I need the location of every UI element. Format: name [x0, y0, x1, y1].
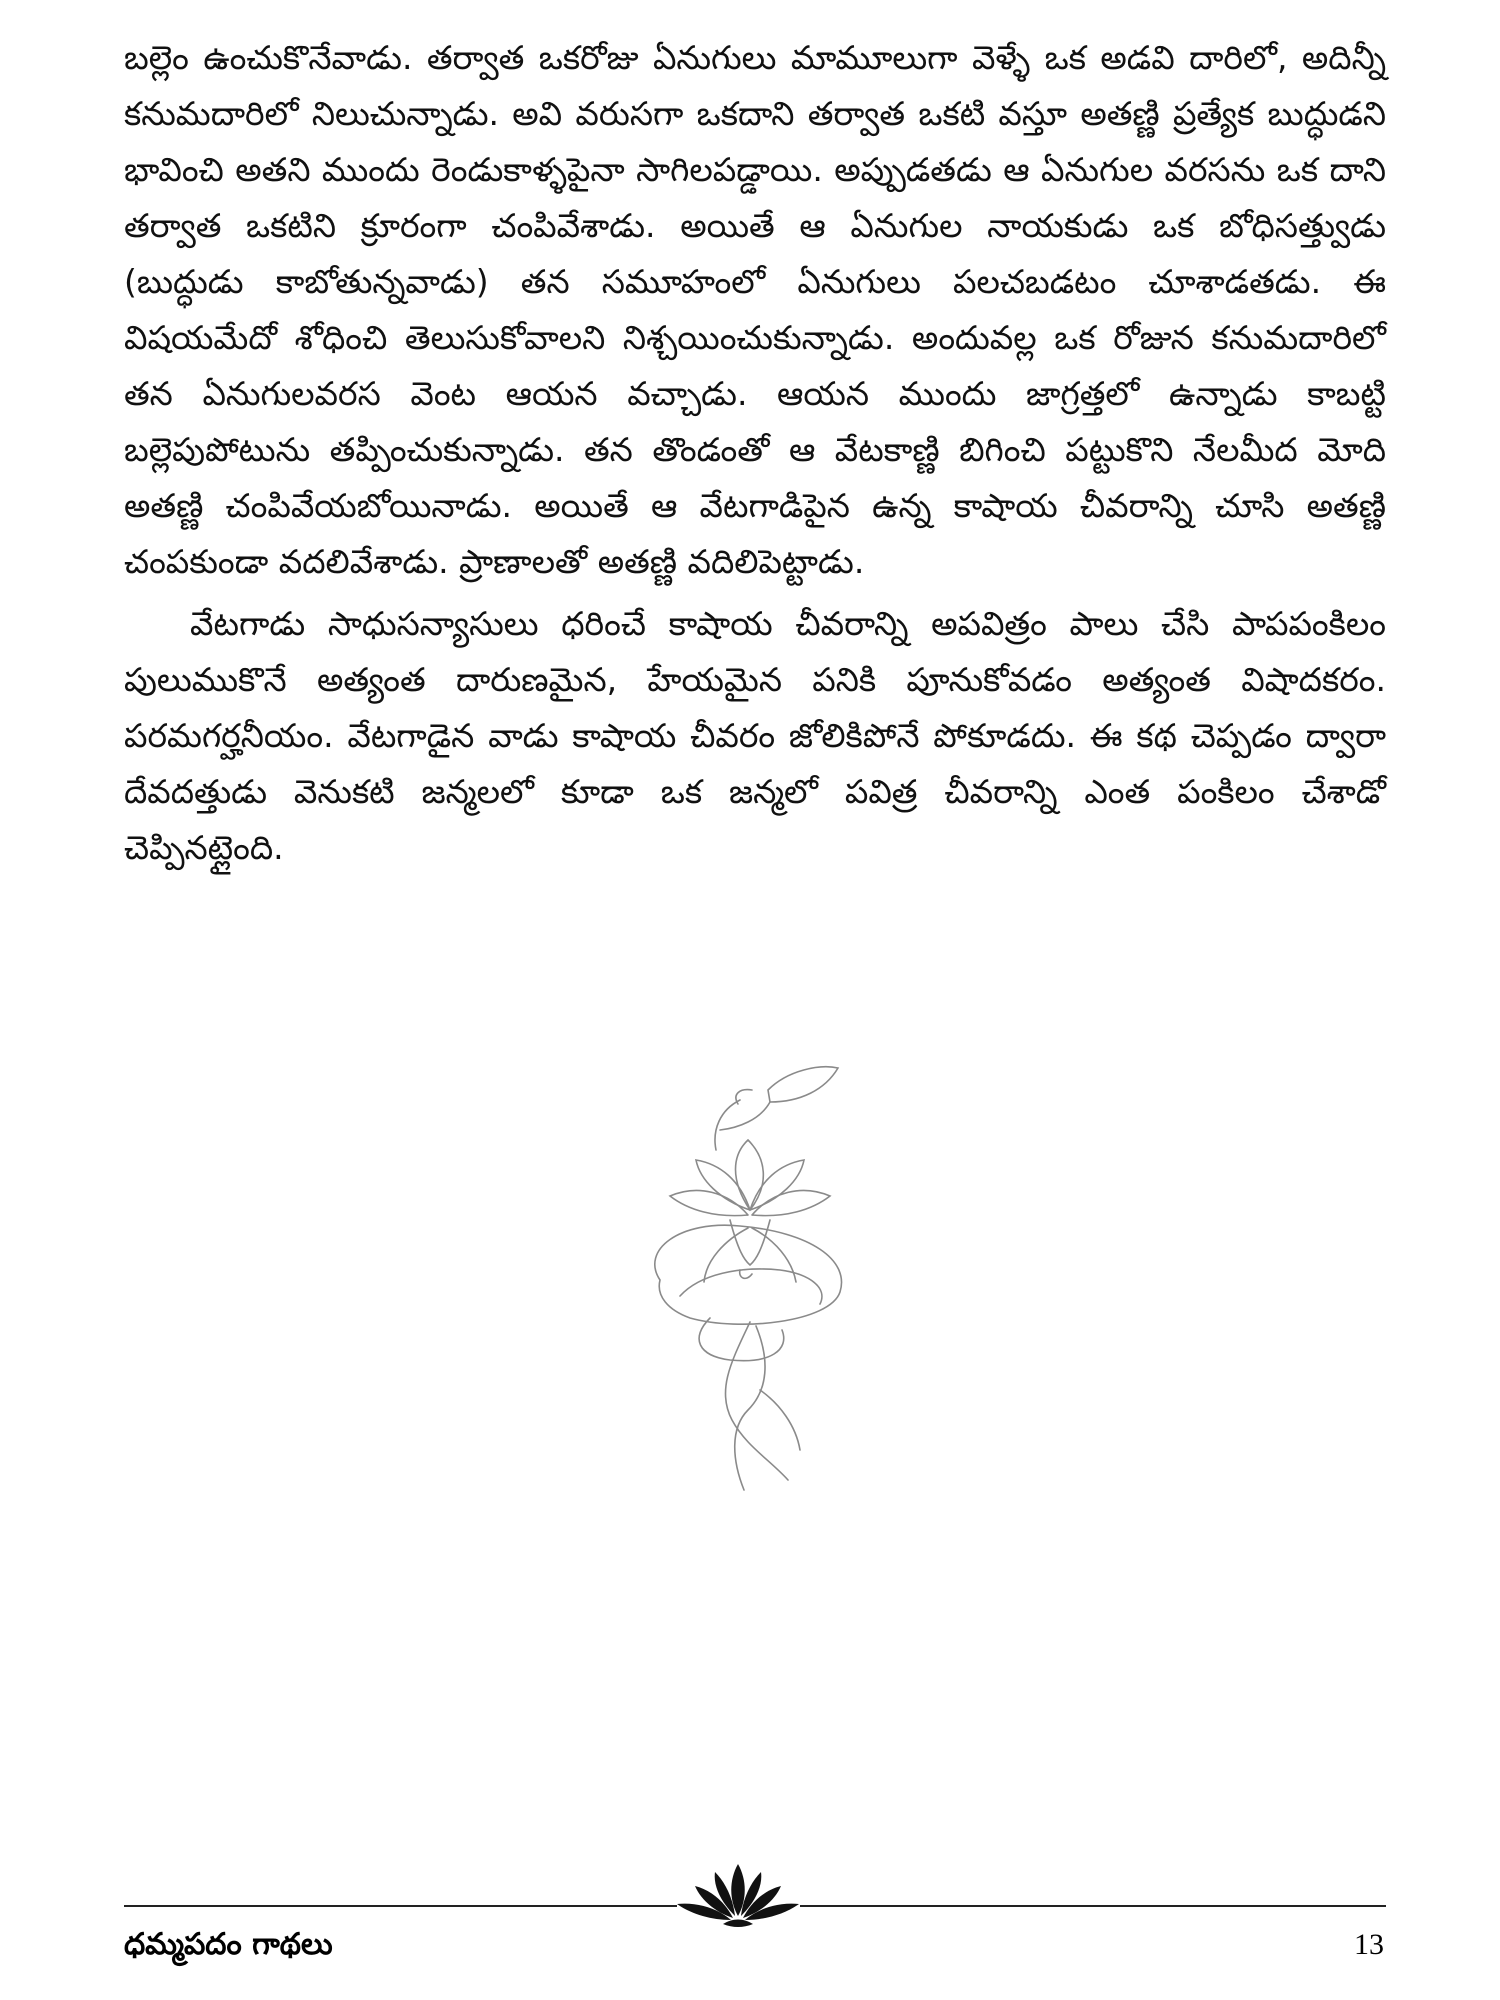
footer-book-title: ధమ్మపదం గాథలు [124, 1927, 333, 1962]
page-number: 13 [1354, 1928, 1384, 1961]
footer-rule-right [800, 1905, 1386, 1907]
footer-rule-left [124, 1905, 677, 1907]
paragraph-2: వేటగాడు సాధుసన్యాసులు ధరించే కాషాయ చీవరాన్ని అపవిత్రం పాలు చేసి పాపపంకిలం పులుముకొనే అత్యంత దారుణమైన, హేయమైన పనికి పూనుకోవడం అత్యంత విషాదకరం. పరమగర్హనీయం. వేటగాడైన వాడు కాషాయ చీవరం జోలికిపోనే పోకూడదు. ఈ కథ చెప్పడం ద్వారా దేవదత్తుడు వెనుకటి జన్మలలో కూడా ఒక జన్మలో పవిత్ర చీవరాన్ని ఎంత పంకిలం చేశాడో చెప్పినట్లైంది. [124, 604, 1386, 867]
lotus-ornament-icon [667, 1858, 809, 1930]
page-body [124, 30, 1386, 876]
paragraph-1: బల్లెం ఉంచుకొనేవాడు. తర్వాత ఒకరోజు ఏనుగులు మామూలుగా వెళ్ళే ఒక అడవి దారిలో, అదిన్నీ కనుమదారిలో నిలుచున్నాడు. అవి వరుసగా ఒకదాని తర్వాత ఒకటి వస్తూ అతణ్ణి ప్రత్యేక బుద్ధుడని భావించి అతని ముందు రెండుకాళ్ళపైనా సాగిలపడ్డాయి. అప్పుడతడు ఆ ఏనుగుల వరసను ఒక దాని తర్వాత ఒకటిని క్రూరంగా చంపివేశాడు. అయితే ఆ ఏనుగుల నాయకుడు ఒక బోధిసత్త్వుడు (బుద్ధుడు కాబోతున్నవాడు) తన సమూహంలో ఏనుగులు పలచబడటం చూశాడతడు. ఈ విషయమేదో శోధించి తెలుసుకోవాలని నిశ్చయించుకున్నాడు. అందువల్ల ఒక రోజున కనుమదారిలో తన ఏనుగులవరస వెంట ఆయన వచ్చాడు. ఆయన ముందు జాగ్రత్తలో ఉన్నాడు కాబట్టి బల్లెపుపోటును తప్పించుకున్నాడు. తన తొండంతో ఆ వేటకాణ్ణి బిగించి పట్టుకొని నేలమీద మోది అతణ్ణి చంపివేయబోయినాడు. అయితే ఆ వేటగాడిపైన ఉన్న కాషాయ చీవరాన్ని చూసి అతణ్ణి చంపకుండా వదలివేశాడు. ప్రాణాలతో అతణ్ణి వదిలిపెట్టాడు. [124, 38, 1386, 581]
lotus-sketch-icon [620, 1060, 880, 1500]
